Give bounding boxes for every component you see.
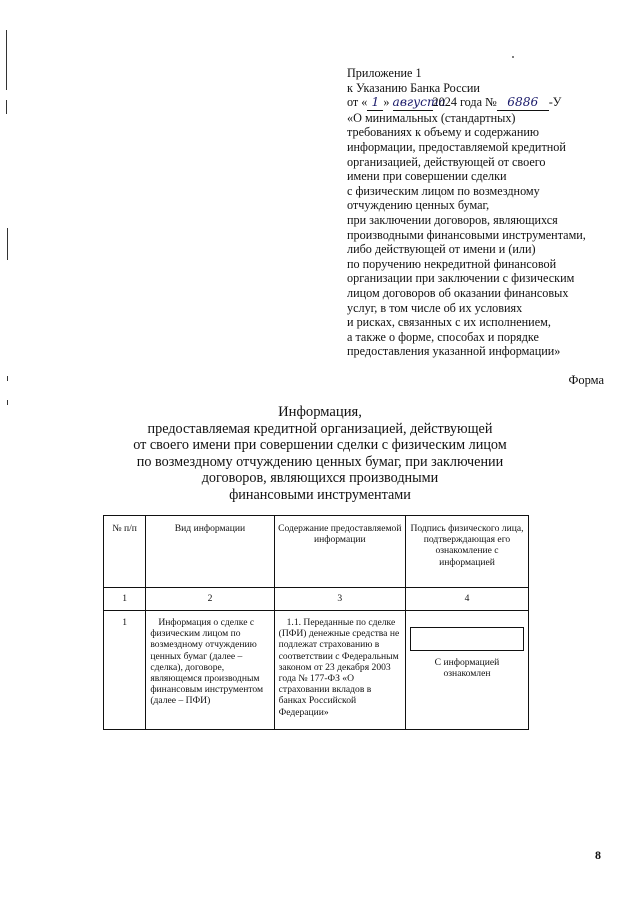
appendix-issuer: к Указанию Банка России (347, 80, 480, 95)
scan-edge-mark (7, 228, 8, 260)
document-title-line: договоров, являющихся производными (201, 470, 439, 487)
handwritten-month: августа (392, 95, 446, 110)
appendix-subject-line: услуг, в том числе об их условиях (347, 300, 523, 315)
year-text: 2024 года № (432, 95, 497, 110)
document-title-line: предоставляемая кредитной организацией, действующей (147, 420, 493, 437)
appendix-subject-line: либо действующей от имени и (или) (347, 242, 536, 257)
appendix-date-number (347, 95, 609, 111)
appendix-title: Приложение 1 (347, 66, 422, 80)
table-row (104, 611, 529, 730)
signature-field[interactable] (410, 627, 524, 651)
row-number: 1 (104, 611, 146, 730)
appendix-subject-line: отчуждению ценных бумаг, (347, 198, 490, 213)
scan-speck (512, 56, 514, 58)
appendix-subject-line: и рисках, связанных с их исполнением, (347, 315, 551, 330)
scan-edge-mark (7, 376, 8, 381)
page-number: 8 (595, 848, 601, 862)
appendix-header (347, 66, 609, 359)
appendix-subject-line: с физическим лицом по возмездному (347, 183, 540, 198)
column-number: 4 (405, 588, 528, 611)
appendix-subject-line: по поручению некредитной финансовой (347, 256, 557, 271)
appendix-subject-line: лицом договоров об оказании финансовых (347, 285, 569, 300)
header-number: № п/п (104, 516, 146, 588)
row-info-type: Информация о сделке с физическим лицом по возмездному отчуждению ценных бумаг (далее – сделка), договоре, являющемся производным финансовым инструментом (далее – ПФИ) (146, 611, 274, 730)
document-title-line: по возмездному отчуждению ценных бумаг, при заключении (136, 453, 504, 470)
header-info-content: Содержание предоставляемой информации (274, 516, 405, 588)
appendix-subject-line: а также о форме, способах и порядке (347, 329, 539, 344)
appendix-subject-line: информации, предоставляемой кредитной (347, 139, 566, 154)
table-header-row (104, 516, 529, 588)
scan-edge-mark (6, 100, 7, 114)
document-title-line: от своего имени при совершении сделки с физическим лицом (133, 437, 507, 454)
scan-edge-mark (6, 30, 7, 90)
column-number: 3 (274, 588, 405, 611)
column-number-row (104, 588, 529, 611)
header-signature: Подпись физического лица, подтверждающая его ознакомление с информацией (405, 516, 528, 588)
date-prefix: от « (347, 95, 368, 110)
form-label: Форма (568, 373, 604, 387)
document-title (0, 404, 640, 504)
handwritten-day: 1 (367, 95, 383, 111)
row-signature-cell (405, 611, 528, 730)
document-title-main: Информация, (278, 404, 362, 420)
appendix-subject-line: имени при совершении сделки (347, 169, 507, 184)
appendix-subject-line: производными финансовыми инструментами, (347, 227, 586, 242)
handwritten-number: 6886 (497, 95, 549, 111)
appendix-subject-line: предоставления указанной информации» (347, 344, 561, 359)
appendix-subject-line: при заключении договоров, являющихся (347, 212, 558, 227)
appendix-subject-line: требованиях к объему и содержанию (347, 125, 539, 140)
date-close-quote: » (383, 95, 390, 110)
signature-caption: С информацией ознакомлен (434, 657, 500, 680)
appendix-subject-line: «О минимальных (стандартных) (347, 110, 516, 125)
column-number: 2 (146, 588, 274, 611)
appendix-subject-line: организацией, действующей от своего (347, 154, 546, 169)
information-table (103, 515, 529, 730)
column-number: 1 (104, 588, 146, 611)
document-title-line: финансовыми инструментами (229, 486, 411, 503)
number-suffix: -У (548, 95, 562, 110)
appendix-subject-line: организации при заключении с физическим (347, 271, 575, 286)
header-info-type: Вид информации (146, 516, 274, 588)
row-info-content: 1.1. Переданные по сделке (ПФИ) денежные средства не подлежат страхованию в соответствии с Федеральным законом от 23 декабря 2003 года № 177-ФЗ «О страховании вкладов в банках Российской Федерации» (274, 611, 405, 730)
